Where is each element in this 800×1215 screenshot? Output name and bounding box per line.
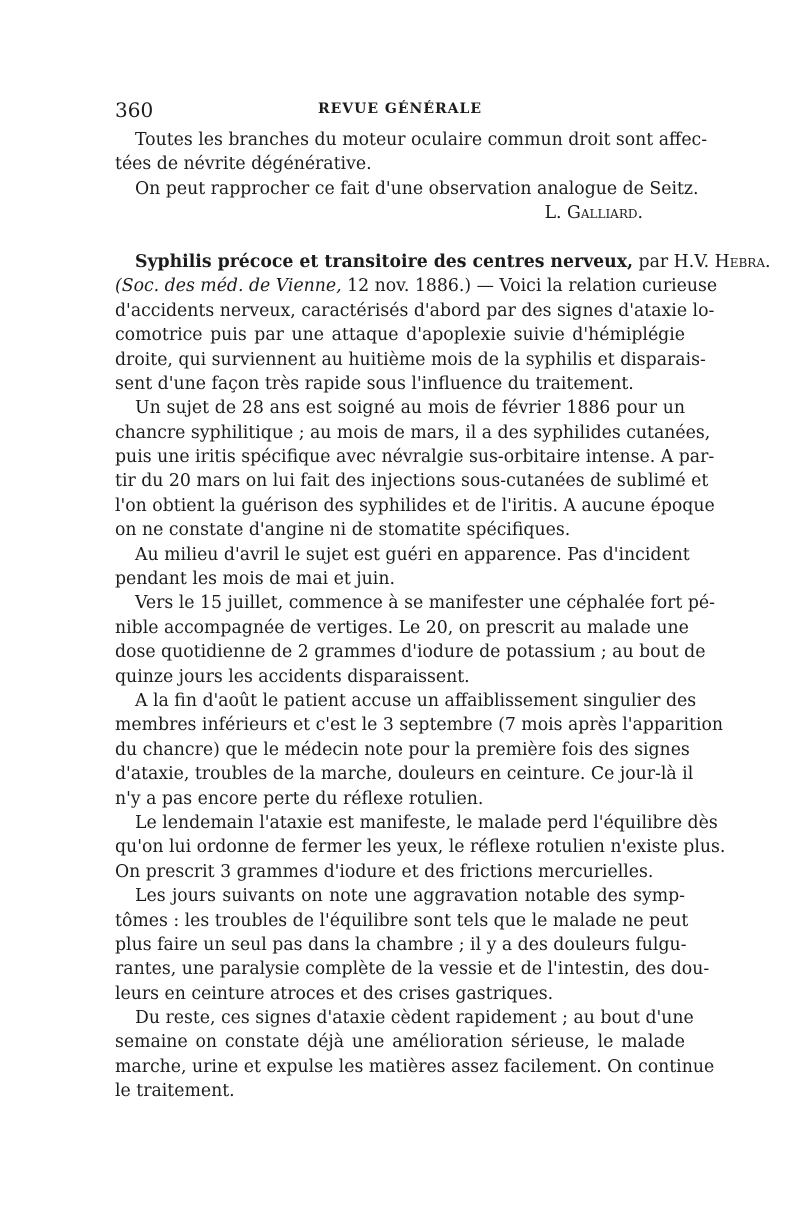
text-line: plus faire un seul pas dans la chambre ; il y a des douleurs fulgu- [115,934,687,955]
text-line: chancre syphilitique ; au mois de mars, il a des syphilides cutanées, [115,422,711,443]
text-line: tômes : les troubles de l'équilibre sont tels que le malade ne peut [115,910,689,931]
text-line: l'on obtient la guérison des syphilides et de l'iritis. A aucune époque [115,495,715,516]
page-header [115,98,685,122]
text-line: pendant les mois de mai et juin. [115,569,395,590]
text-line: Un sujet de 28 ans est soigné au mois de février 1886 pour un [135,398,685,419]
text-line: On peut rapprocher ce fait d'une observation analogue de Seitz. [135,178,699,199]
text-line: quinze jours les accidents disparaissent. [115,666,470,687]
text-line: on ne constate d'angine ni de stomatite spécifiques. [115,520,571,541]
text-line [115,274,718,298]
text-line: d'accidents nerveux, caractérisés d'abord par des signes d'ataxie lo- [115,300,715,321]
text-line: tir du 20 mars on lui fait des injections sous-cutanées de sublimé et [115,471,709,492]
text-line: le traitement. [115,1081,235,1102]
text-line: sent d'une façon très rapide sous l'influence du traitement. [115,373,634,394]
signature-initial: L. [544,203,568,224]
text-line: marche, urine et expulse les matières assez facilement. On continue [115,1056,715,1077]
article-author: Hebra. [714,251,771,272]
text-line: rantes, une paralysie complète de la vessie et de l'intestin, des dou- [115,959,710,980]
text-line: tées de névrite dégénérative. [115,154,372,175]
text-line: Vers le 15 juillet, commence à se manifester une céphalée fort pé- [135,593,715,614]
text-line: Le lendemain l'ataxie est manifeste, le malade perd l'équilibre dès [135,812,718,833]
signature [115,201,685,225]
body-text [115,128,771,1104]
text-line: Toutes les branches du moteur oculaire commun droit sont affec- [135,130,708,150]
text-line: du chancre) que le médecin note pour la première fois des signes [115,739,690,760]
text-line: puis une iritis spécifique avec névralgie sus-orbitaire intense. A par- [115,447,715,468]
text-line: dose quotidienne de 2 grammes d'iodure de potassium ; au bout de [115,642,706,663]
text-line: Au milieu d'avril le sujet est guéri en apparence. Pas d'incident [135,544,690,565]
text-line: nible accompagnée de vertiges. Le 20, on prescrit au malade une [115,617,689,638]
article-title: Syphilis précoce et transitoire des centres nerveux, [135,251,634,272]
text-line: Les jours suivants on note une aggravation notable des symp- [135,886,685,907]
article-date: 12 nov. 1886.) — Voici la relation curieuse [341,276,718,297]
page-number: 360 [115,98,154,122]
article-by: par H.V. [633,251,715,272]
text-line: n'y a pas encore perte du réflexe rotulien. [115,788,484,809]
running-title: REVUE GÉNÉRALE [317,101,483,117]
text-line: leurs en ceinture atroces et des crises gastriques. [115,983,554,1004]
article-heading [115,250,771,274]
text-line: membres inférieurs et c'est le 3 septembre (7 mois après l'apparition [115,715,724,736]
text-line: Du reste, ces signes d'ataxie cèdent rapidement ; au bout d'une [135,1008,694,1029]
article-source: (Soc. des méd. de Vienne, [115,276,342,297]
signature-name: Galliard. [567,203,643,224]
text-line: d'ataxie, troubles de la marche, douleurs en ceinture. Ce jour-là il [115,764,694,785]
text-line: On prescrit 3 grammes d'iodure et des frictions mercurielles. [115,861,654,882]
text-line: A la fin d'août le patient accuse un affaiblissement singulier des [135,690,697,711]
text-line: qu'on lui ordonne de fermer les yeux, le réflexe rotulien n'existe plus. [115,837,726,858]
text-line: comotrice puis par une attaque d'apoplexie suivie d'hémiplégie [115,325,685,346]
text-line: semaine on constate déjà une amélioration sérieuse, le malade [115,1032,685,1053]
text-line: droite, qui surviennent au huitième mois de la syphilis et disparais- [115,349,706,370]
